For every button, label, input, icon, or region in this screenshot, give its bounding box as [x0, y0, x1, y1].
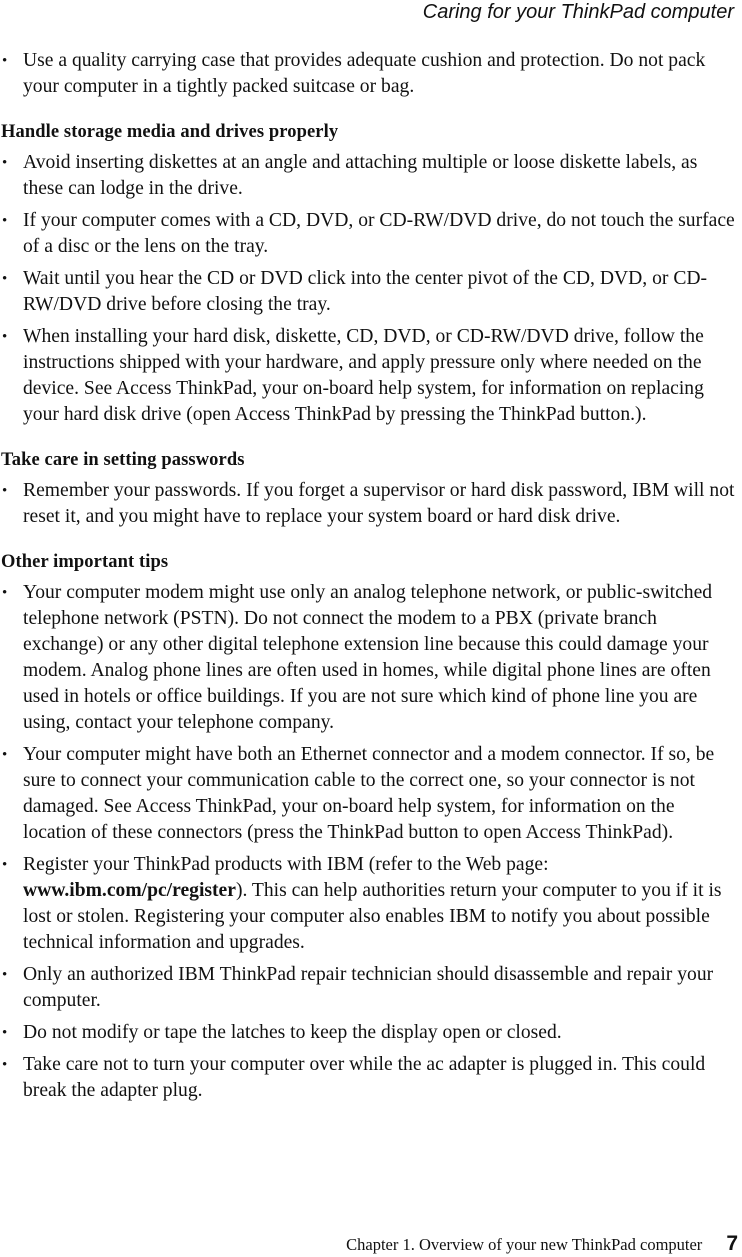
list-item: • Your computer modem might use only an analog telephone network, or public-switched telephone network (PSTN). Do not connect the modem to a PBX (private branch exchange) or any other digital telephone extension line because this could damage your modem. Analog phone lines are often used in homes, while digital phone lines are often used in hotels or office buildings. If you are not sure which kind of phone line you are using, contact your telephone company.: [0, 580, 740, 736]
passwords-bullet-list: [0, 478, 740, 530]
list-item: • Your computer might have both an Ethernet connector and a modem connector. If so, be sure to connect your communication cable to the correct one, so your connector is not damaged. See Access ThinkPad, your on-board help system, for information on the location of these connectors (press the ThinkPad button to open Access ThinkPad).: [0, 742, 740, 846]
register-text-after: ). This can help authorities return your computer to you if it is lost or stolen. Registering your computer also enables IBM to notify you about possible technical information and upgrades.: [23, 880, 722, 953]
list-item-register: [0, 852, 740, 956]
list-item: • Only an authorized IBM ThinkPad repair technician should disassemble and repair your computer.: [0, 962, 740, 1014]
list-item: • When installing your hard disk, diskette, CD, DVD, or CD-RW/DVD drive, follow the instructions shipped with your hardware, and apply pressure only where needed on the device. See Access ThinkPad, your on-board help system, for information on replacing your hard disk drive (open Access ThinkPad by pressing the ThinkPad button.).: [0, 324, 740, 428]
footer-chapter-title: Chapter 1. Overview of your new ThinkPad computer: [346, 1235, 703, 1254]
list-item: • Take care not to turn your computer over while the ac adapter is plugged in. This could break the adapter plug.: [0, 1052, 740, 1104]
section-heading-other-tips: Other important tips: [1, 552, 169, 572]
list-item: • Avoid inserting diskettes at an angle and attaching multiple or loose diskette labels, as these can lodge in the drive.: [0, 150, 740, 202]
section-heading-storage-media: Handle storage media and drives properly: [1, 122, 339, 142]
list-item: • Do not modify or tape the latches to keep the display open or closed.: [0, 1020, 740, 1046]
register-web-link[interactable]: www.ibm.com/pc/register: [23, 880, 236, 901]
running-head: Caring for your ThinkPad computer: [422, 1, 734, 23]
page-body: [0, 48, 740, 1110]
section-heading-passwords: Take care in setting passwords: [1, 450, 245, 470]
other-tips-bullet-list: [0, 580, 740, 1104]
list-item: • Wait until you hear the CD or DVD click into the center pivot of the CD, DVD, or CD-RW/DVD drive before closing the tray.: [0, 266, 740, 318]
storage-media-bullet-list: [0, 150, 740, 428]
intro-bullet-list: [0, 48, 740, 100]
list-item: • Use a quality carrying case that provides adequate cushion and protection. Do not pack your computer in a tightly packed suitcase or bag.: [0, 48, 740, 100]
register-text-before: Register your ThinkPad products with IBM (refer to the Web page:: [23, 854, 549, 875]
list-item: • If your computer comes with a CD, DVD, or CD-RW/DVD drive, do not touch the surface of a disc or the lens on the tray.: [0, 208, 740, 260]
page-footer: [346, 1232, 742, 1257]
list-item: • Remember your passwords. If you forget a supervisor or hard disk password, IBM will not reset it, and you might have to replace your system board or hard disk drive.: [0, 478, 740, 530]
page-number: 7: [726, 1232, 738, 1255]
